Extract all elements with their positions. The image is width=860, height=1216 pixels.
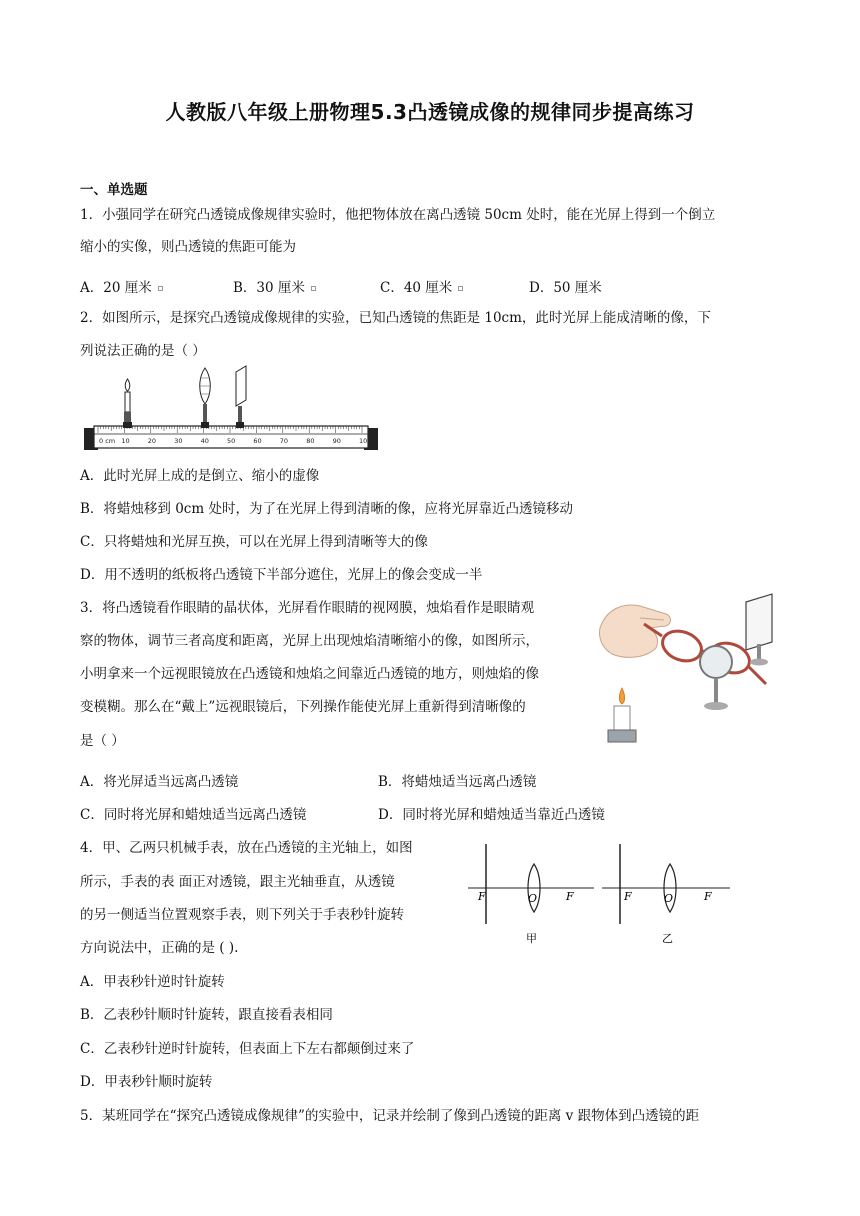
caption-yi: 乙: [662, 932, 673, 945]
q3-option-b: B．将蜡烛适当远离凸透镜: [378, 774, 537, 790]
q1-stem-line-2: 缩小的实像，则凸透镜的焦距可能为: [80, 239, 296, 255]
eye-model-figure: [596, 588, 792, 752]
ruler-tick-label: 60: [253, 437, 262, 445]
ruler-tick-label: 90: [332, 437, 341, 445]
q3-option-c: C．同时将光屏和蜡烛适当远离凸透镜: [80, 807, 307, 823]
q3-stem-line-5: 是（ ）: [80, 733, 125, 749]
q4-stem-line-4: 方向说法中，正确的是 ( ).: [80, 940, 239, 956]
q3-option-d: D．同时将光屏和蜡烛适当靠近凸透镜: [378, 807, 605, 823]
candle-icon: [608, 688, 636, 742]
q1-option-d: D．50 厘米: [529, 280, 602, 296]
q3-stem-line-2: 察的物体，调节三者高度和距离，光屏上出现烛焰清晰缩小的像，如图所示，: [80, 633, 539, 649]
q3-option-a: A．将光屏适当远离凸透镜: [80, 774, 239, 790]
q2-stem-line-1: 2．如图所示，是探究凸透镜成像规律的实验，已知凸透镜的焦距是 10cm，此时光屏上能成清晰的像，下: [80, 310, 711, 326]
convex-lens: [199, 368, 211, 428]
screen-holder: [746, 594, 772, 666]
q4-stem-line-2: 所示，手表的表 面正对透镜，跟主光轴垂直，从透镜: [80, 874, 395, 890]
center-label-yi: O: [664, 892, 674, 905]
q1-option-b: B．30 厘米: [233, 276, 316, 296]
focus-label-right-jia: F: [566, 890, 574, 903]
ruler-tick-label: 20: [147, 437, 157, 445]
q2-option-d: D．用不透明的纸板将凸透镜下半部分遮住，光屏上的像会变成一半: [80, 567, 483, 583]
q4-option-a: A．甲表秒针逆时针旋转: [80, 974, 225, 990]
q2-stem-line-2: 列说法正确的是（ ）: [80, 343, 206, 359]
focus-label-left-jia: F: [478, 890, 486, 903]
page-title: 人教版八年级上册物理5.3凸透镜成像的规律同步提高练习: [165, 100, 695, 124]
center-label-jia: O: [528, 892, 538, 905]
ruler-tick-label: 0 cm: [99, 437, 116, 445]
candle: [123, 379, 132, 428]
diagram-jia: [468, 844, 594, 945]
watch-lens-figure: [462, 842, 734, 950]
focus-label-right-yi: F: [704, 890, 712, 903]
focus-label-left-yi: F: [624, 890, 632, 903]
optical-bench-figure: [84, 364, 384, 456]
ruler-tick-label: 30: [174, 437, 183, 445]
q1-stem-line-1: 1．小强同学在研究凸透镜成像规律实验时，他把物体放在离凸透镜 50cm 处时，能在光屏上得到一个倒立: [80, 207, 716, 223]
q4-option-b: B．乙表秒针顺时针旋转，跟直接看表相同: [80, 1007, 333, 1023]
ruler-tick-label: 100: [359, 437, 372, 445]
lens-holder: [700, 646, 732, 710]
q1-option-c: C．40 厘米: [380, 276, 463, 296]
hand-icon: [600, 605, 671, 657]
ruler-tick-label: 70: [279, 437, 289, 445]
ruler-tick-label: 10: [121, 437, 130, 445]
ruler-tick-label: 40: [200, 437, 209, 445]
q4-option-d: D．甲表秒针顺时旋转: [80, 1074, 213, 1090]
q5-stem-line-1: 5．某班同学在“探究凸透镜成像规律”的实验中，记录并绘制了像到凸透镜的距离 v 跟物体到凸透镜的距: [80, 1108, 700, 1124]
q2-option-b: B．将蜡烛移到 0cm 处时，为了在光屏上得到清晰的像，应将光屏靠近凸透镜移动: [80, 501, 573, 517]
caption-jia: 甲: [526, 932, 537, 945]
q3-stem-line-1: 3．将凸透镜看作眼睛的晶状体，光屏看作眼睛的视网膜，烛焰看作是眼睛观: [80, 600, 535, 616]
light-screen: [236, 366, 246, 428]
q3-stem-line-4: 变模糊。那么在“戴上”远视眼镜后，下列操作能使光屏上重新得到清晰像的: [80, 699, 526, 715]
q1-option-a: A．20 厘米: [80, 276, 163, 296]
q2-option-c: C．只将蜡烛和光屏互换，可以在光屏上得到清晰等大的像: [80, 534, 428, 550]
ruler-tick-label: 80: [306, 437, 315, 445]
q4-option-c: C．乙表秒针逆时针旋转，但表面上下左右都颠倒过来了: [80, 1041, 415, 1057]
ruler-tick-label: 50: [227, 437, 236, 445]
q4-stem-line-1: 4．甲、乙两只机械手表，放在凸透镜的主光轴上，如图: [80, 840, 413, 856]
diagram-yi: [602, 844, 730, 945]
q4-stem-line-3: 的另一侧适当位置观察手表，则下列关于手表秒针旋转: [80, 907, 404, 923]
q2-option-a: A．此时光屏上成的是倒立、缩小的虚像: [80, 468, 320, 484]
q3-stem-line-3: 小明拿来一个远视眼镜放在凸透镜和烛焰之间靠近凸透镜的地方，则烛焰的像: [80, 666, 539, 682]
section-heading: 一、单选题: [80, 182, 148, 198]
